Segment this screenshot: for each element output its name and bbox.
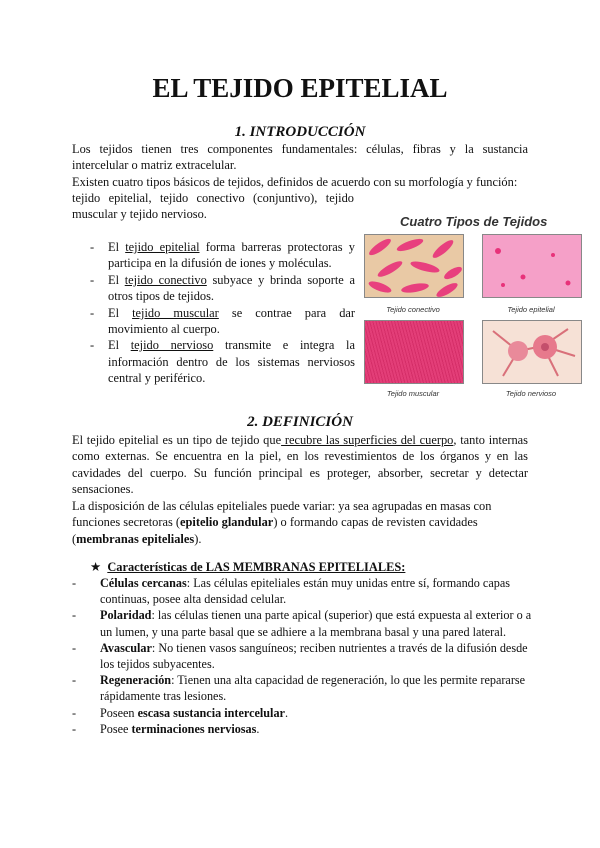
characteristics-title: Características de LAS MEMBRANAS EPITELIALES: — [107, 560, 406, 574]
disposition-paragraph — [72, 498, 492, 547]
nervous-tissue-image — [482, 320, 582, 384]
intro-text-2: Existen cuatro tipos básicos de tejidos, definidos de acuerdo con su morfología y función: — [72, 174, 518, 189]
item-term: terminaciones nerviosas — [131, 721, 257, 736]
item-text: Posee — [100, 721, 132, 736]
intro-text-4: muscular y tejido nervioso. — [72, 207, 207, 221]
item-text: : No tienen vasos sanguíneos; reciben nutrientes a través de la difusión desde los tejidos subyacentes. — [100, 640, 528, 672]
caption-nervioso: Tejido nervioso — [505, 389, 557, 398]
characteristic-item — [72, 575, 532, 607]
item-text: transmite e integra la información dentro de los sistemas nerviosos central y periférico. — [108, 338, 355, 386]
item-text: se contrae para dar movimiento al cuerpo. — [108, 305, 356, 337]
tissue-list — [90, 239, 355, 387]
caption-muscular: Tejido muscular — [386, 389, 440, 398]
item-text: El — [108, 338, 131, 353]
epithelial-tissue-image — [482, 234, 582, 298]
page-title: EL TEJIDO EPITELIAL — [152, 73, 448, 103]
tissue-name: tejido conectivo — [124, 272, 207, 287]
item-term: Polaridad — [100, 608, 152, 623]
item-text: : Las células epiteliales están muy unidas entre sí, formando capas continuas, posee alta densidad celular. — [100, 576, 510, 607]
characteristic-item — [72, 672, 532, 704]
item-text: : Tienen una alta capacidad de regeneración, lo que les permite repararse rápidamente tras lesiones. — [100, 673, 526, 704]
muscle-tissue-image — [364, 320, 464, 384]
intro-text-1: Los tejidos tienen tres componentes fundamentales: células, fibras y la sustancia intercelular o matriz extracelular. — [72, 142, 528, 173]
section-heading-definicion: 2. DEFINICIÓN — [247, 414, 353, 430]
bold-epitelio-glandular: epitelio glandular — [180, 515, 274, 530]
item-text: Poseen — [100, 705, 138, 720]
item-term: Regeneración — [100, 673, 172, 688]
characteristics-heading — [90, 559, 405, 575]
tissue-list-item — [90, 337, 355, 386]
disp-text-2: ) o formando capas de revisten cavidades ( — [72, 515, 478, 546]
characteristics-list — [72, 575, 532, 737]
figure-title: Cuatro Tipos de Tejidos — [400, 214, 548, 229]
tissue-name: tejido muscular — [132, 305, 219, 320]
section-heading-introduccion: 1. INTRODUCCIÓN — [234, 124, 366, 140]
item-term: escasa sustancia intercelular — [137, 705, 285, 720]
def-text: El tejido epitelial es un tipo de tejido que — [72, 433, 282, 447]
tissue-figure — [362, 212, 557, 402]
intro-text-3: tejido epitelial, tejido conectivo (conjuntivo), tejido — [72, 191, 354, 205]
tissue-name: tejido nervioso — [130, 338, 214, 353]
def-text-2: , tanto internas como externas. Se encuentra en la piel, en los revestimientos de los órganos y en las cavidades del cuerpo. Su función principal es proteger, absorber, secretar y detectar sensaciones. — [72, 433, 528, 497]
item-text: . — [256, 721, 260, 736]
star-icon: ★ — [90, 560, 102, 574]
item-text: El — [108, 272, 125, 287]
disp-text-3: ). — [194, 531, 202, 546]
item-text: subyace y brinda soporte a otros tipos de tejidos. — [108, 272, 355, 304]
tissue-list-item — [90, 305, 355, 338]
item-text: El — [108, 305, 133, 320]
characteristic-item — [72, 705, 532, 721]
bold-membranas-epiteliales: membranas epiteliales — [76, 531, 195, 546]
tissue-list-item — [90, 272, 355, 305]
definition-paragraph — [72, 432, 528, 498]
characteristic-item — [72, 607, 532, 639]
def-underline: recubre las superficies del cuerpo — [281, 433, 454, 447]
connective-tissue-image — [364, 234, 464, 298]
tissue-name: tejido epitelial — [125, 240, 200, 254]
caption-conectivo: Tejido conectivo — [386, 305, 440, 314]
tissue-list-item — [90, 239, 355, 272]
item-text: El — [108, 240, 126, 254]
item-term: Células cercanas — [100, 576, 187, 590]
characteristic-item — [72, 721, 532, 737]
item-text: . — [284, 705, 288, 720]
item-text: forma barreras protectoras y participa en la difusión de iones y moléculas. — [108, 240, 355, 271]
item-text: : las células tienen una parte apical (superior) que está expuesta al exterior o a un lumen, y una parte basal que se adhiere a la membrana basal y una pared lateral. — [100, 608, 532, 639]
disp-text: La disposición de las células epiteliales puede variar: ya sea agrupadas en masas con funciones secretoras ( — [72, 499, 492, 530]
caption-epitelial: Tejido epitelial — [507, 305, 555, 314]
item-term: Avascular — [100, 640, 152, 655]
intro-paragraph — [72, 141, 528, 190]
characteristic-item — [72, 640, 532, 672]
